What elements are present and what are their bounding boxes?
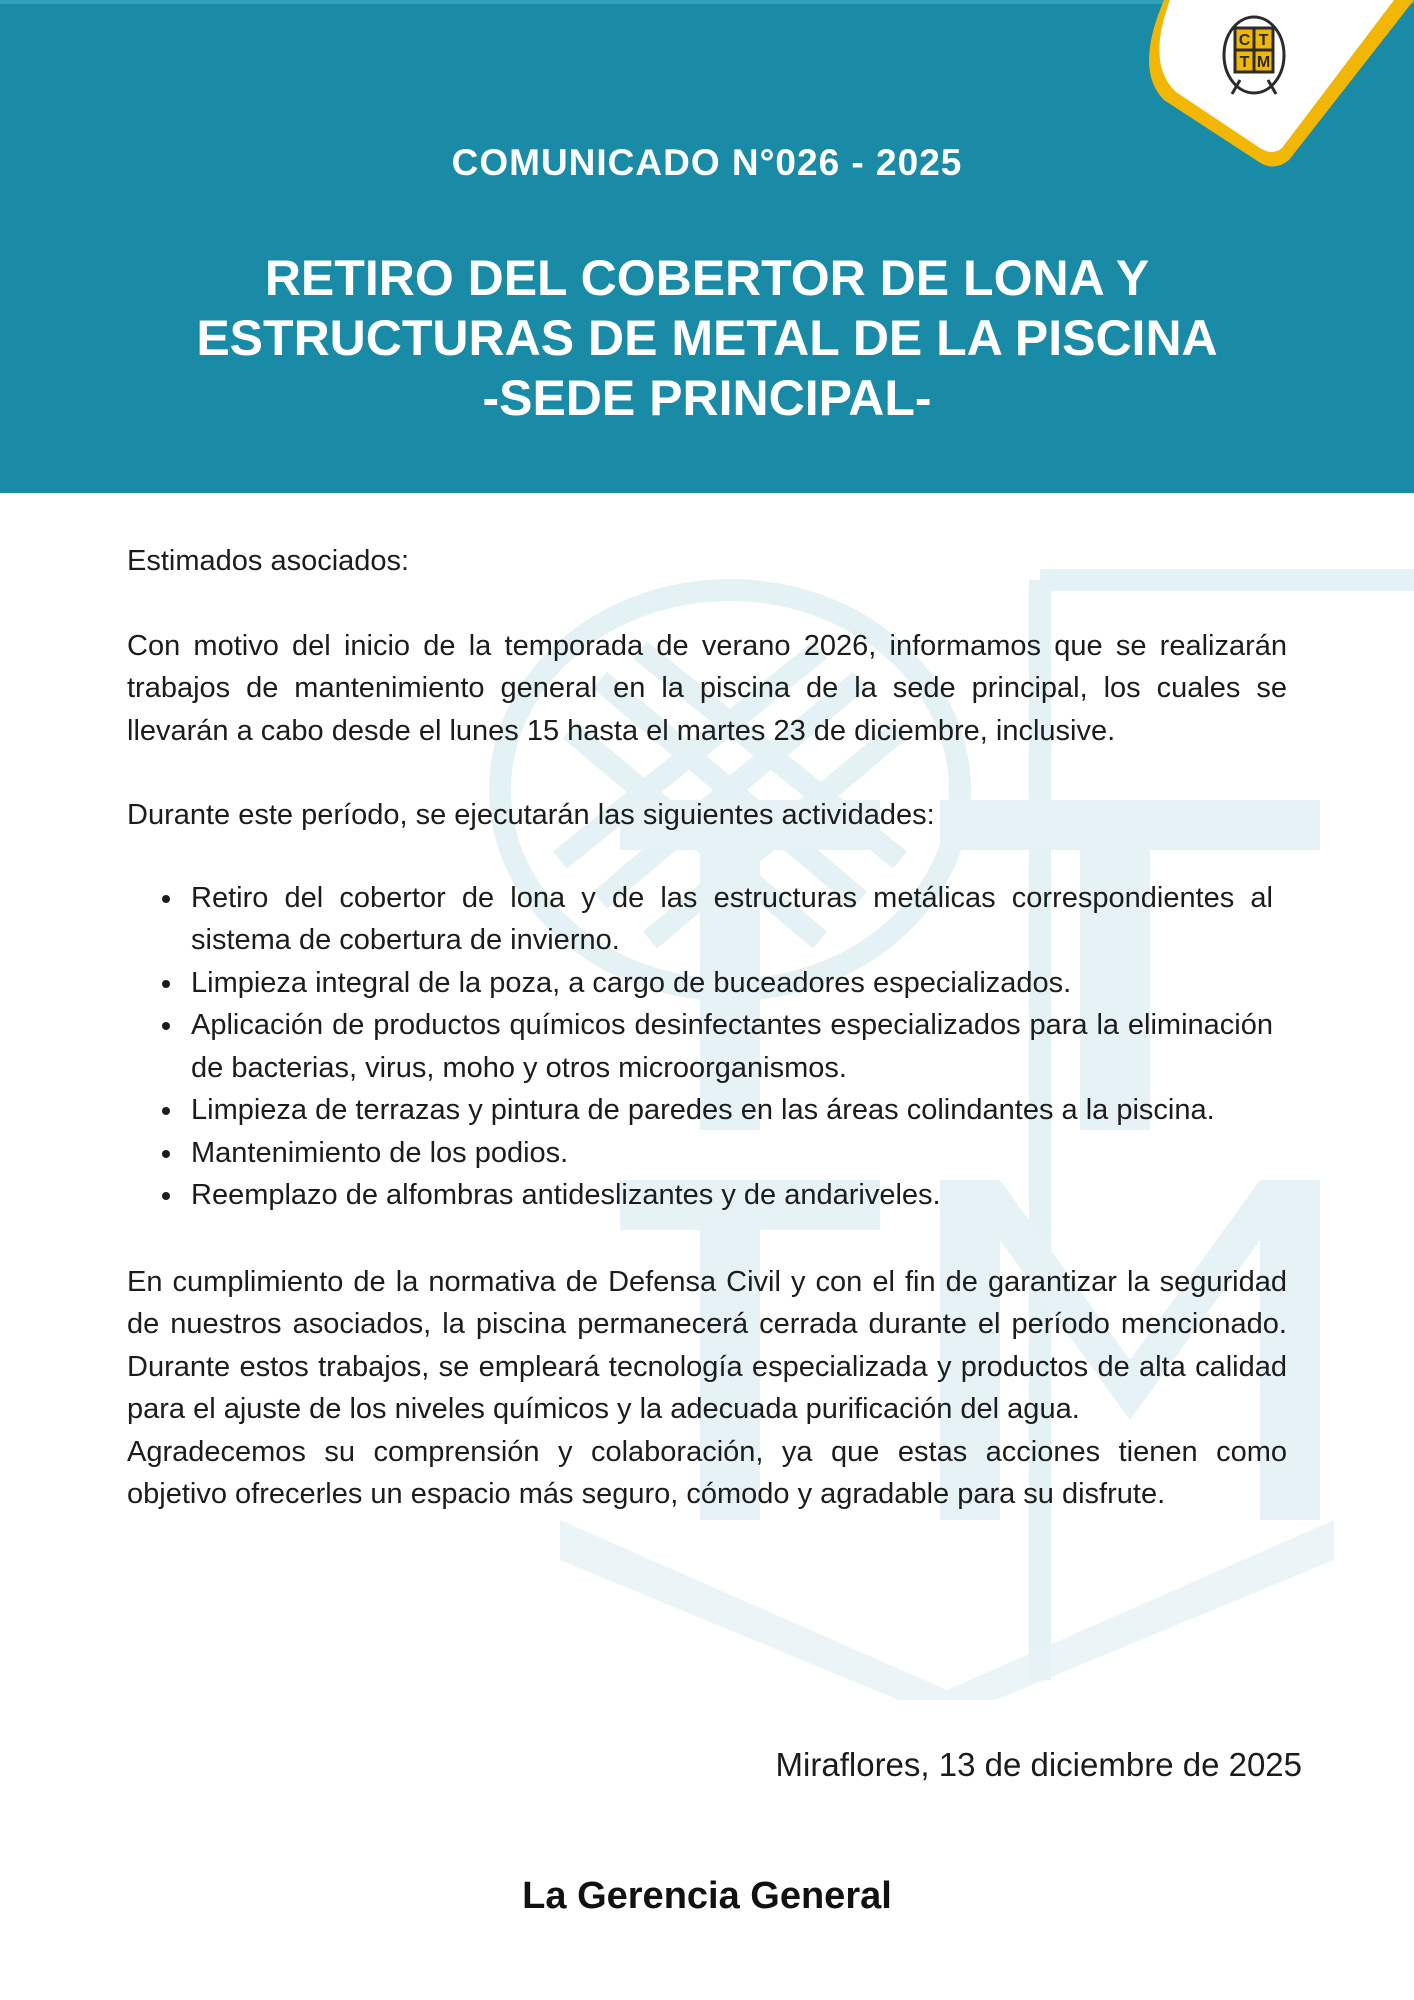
title-line-2: ESTRUCTURAS DE METAL DE LA PISCINA bbox=[196, 310, 1218, 366]
greeting: Estimados asociados: bbox=[127, 545, 410, 577]
list-item: Aplicación de productos químicos desinfectantes especializados para la eliminación de bacterias, virus, moho y otros microorganismos. bbox=[127, 1004, 1287, 1089]
communique-title bbox=[90, 248, 1324, 428]
list-item: Limpieza integral de la poza, a cargo de buceadores especializados. bbox=[127, 962, 1287, 1005]
paragraph-activities-intro: Durante este período, se ejecutarán las siguientes actividades: bbox=[127, 799, 935, 831]
communique-body bbox=[127, 540, 1287, 1516]
list-item: Mantenimiento de los podios. bbox=[127, 1132, 1287, 1175]
title-line-3: -SEDE PRINCIPAL- bbox=[482, 370, 932, 426]
header-banner bbox=[0, 0, 1414, 493]
list-item: Retiro del cobertor de lona y de las estructuras metálicas correspondientes al sistema de cobertura de invierno. bbox=[127, 877, 1287, 962]
date-line: Miraflores, 13 de diciembre de 2025 bbox=[775, 1746, 1302, 1783]
logo-letter-2: T bbox=[1258, 32, 1269, 49]
paragraph-intro: Con motivo del inicio de la temporada de verano 2026, informamos que se realizarán trabajos de mantenimiento general en la piscina de la sede principal, los cuales se llevarán a cabo desde el lunes 15 hasta el martes 23 de diciembre, inclusive. bbox=[127, 629, 1287, 747]
logo-letter-1: C bbox=[1238, 32, 1251, 49]
title-line-1: RETIRO DEL COBERTOR DE LONA Y bbox=[264, 250, 1150, 306]
paragraph-closure-notice: En cumplimiento de la normativa de Defensa Civil y con el fin de garantizar la seguridad de nuestros asociados, la piscina permanecerá cerrada durante el período mencionado. Durante estos trabajos, se empleará tecnología especializada y productos de alta calidad para el ajuste de los niveles químicos y la adecuada purificación del agua. bbox=[127, 1265, 1287, 1425]
list-item: Reemplazo de alfombras antideslizantes y de andariveles. bbox=[127, 1174, 1287, 1217]
communique-number: COMUNICADO N°026 - 2025 bbox=[451, 142, 963, 183]
ctm-logo-corner bbox=[1124, 0, 1414, 170]
signature: La Gerencia General bbox=[522, 1875, 892, 1917]
paragraph-thanks: Agradecemos su comprensión y colaboración, ya que estas acciones tienen como objetivo ofrecerles un espacio más seguro, cómodo y agradable para su disfrute. bbox=[127, 1435, 1287, 1510]
logo-letter-4: M bbox=[1256, 54, 1271, 71]
logo-letter-3: T bbox=[1239, 54, 1250, 71]
activities-list bbox=[127, 877, 1287, 1217]
list-item: Limpieza de terrazas y pintura de paredes en las áreas colindantes a la piscina. bbox=[127, 1089, 1287, 1132]
